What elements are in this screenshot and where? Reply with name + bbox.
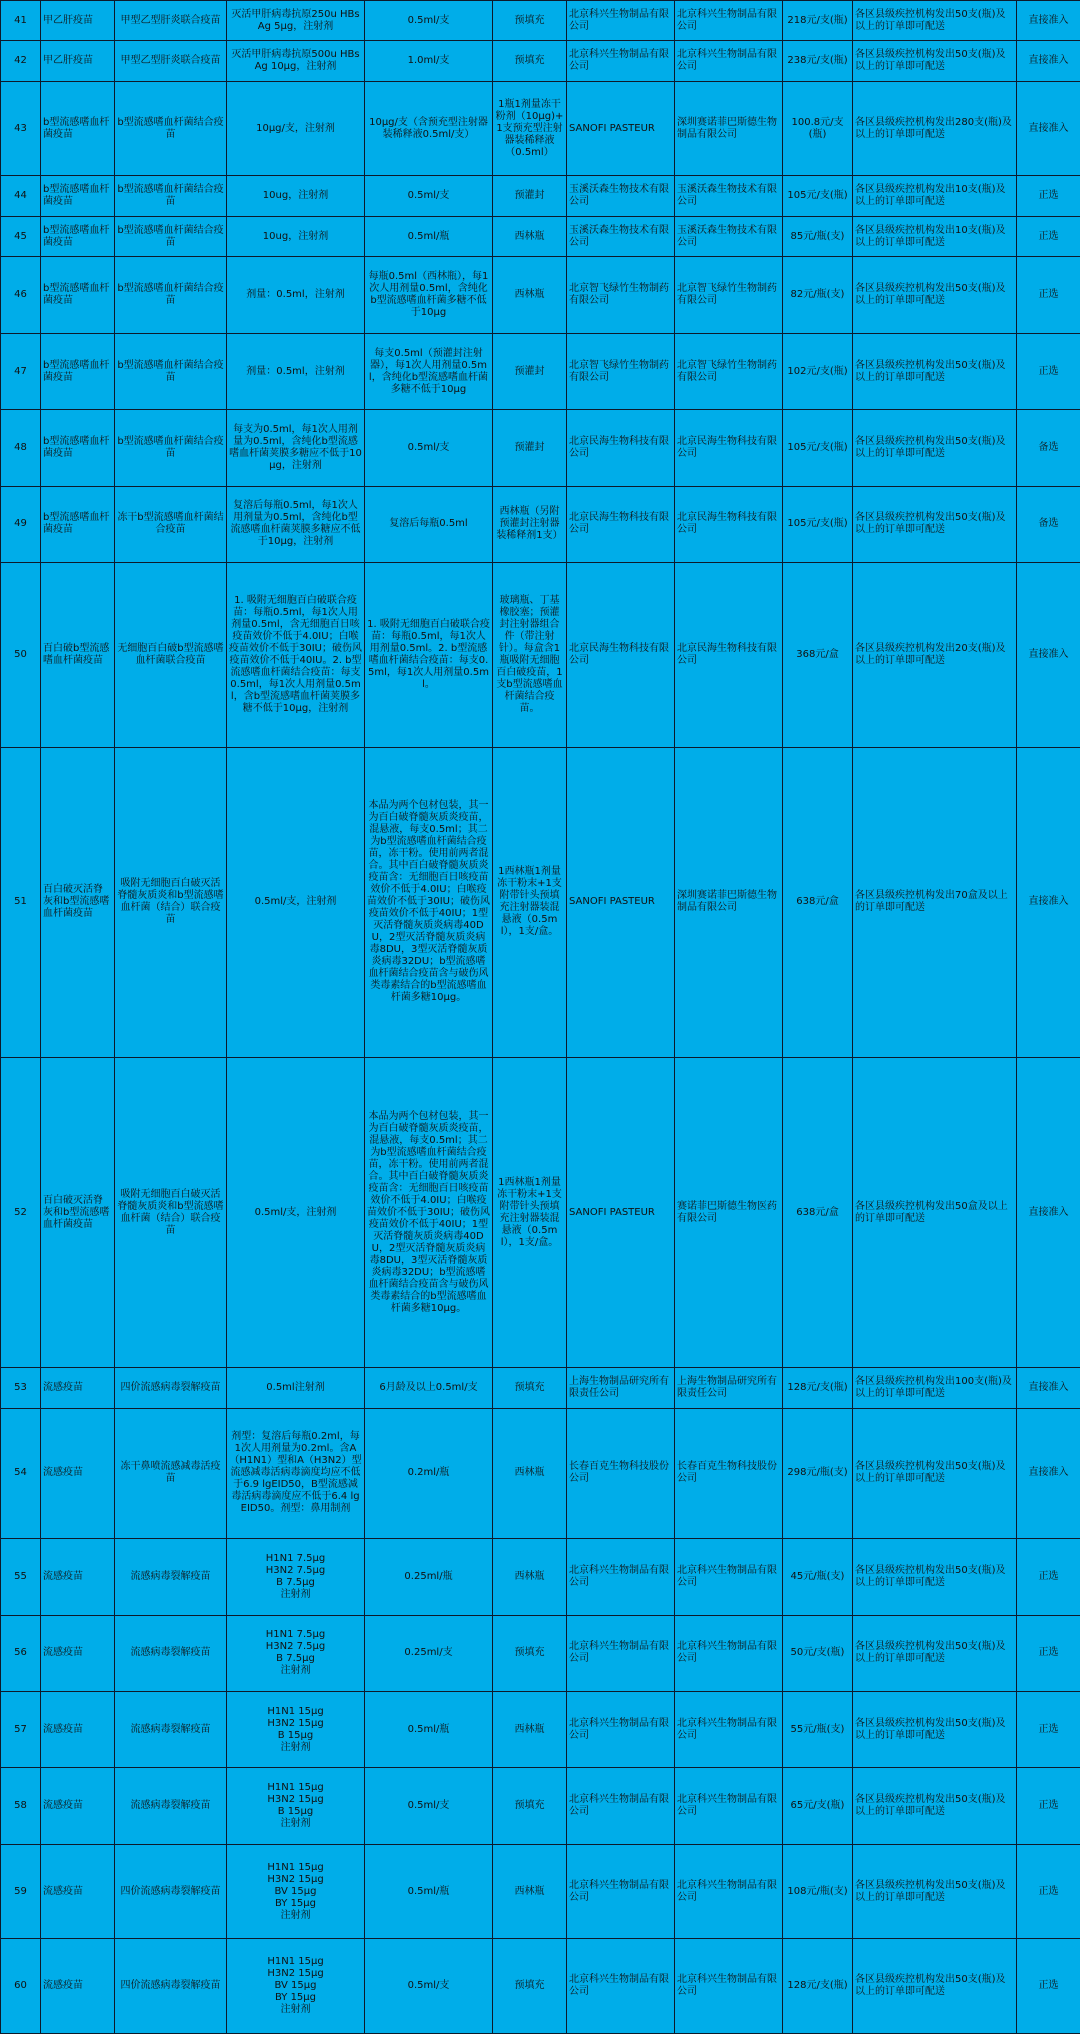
packaging: 预填充: [493, 41, 567, 81]
price: 100.8元/支(瓶): [783, 81, 853, 175]
access-method: 直接准入: [1017, 41, 1080, 81]
price: 128元/支(瓶): [783, 1368, 853, 1408]
access-method: 直接准入: [1017, 1, 1080, 41]
vaccine-name: 流感疫苗: [41, 1692, 115, 1768]
agent-company: 北京科兴生物制品有限公司: [675, 41, 783, 81]
delivery-condition: 各区县级疾控机构发出50支(瓶)及以上的订单即可配送: [853, 333, 1017, 409]
table-row: [1, 1, 1080, 41]
agent-company: 北京民海生物科技有限公司: [675, 486, 783, 562]
price: 105元/支(瓶): [783, 176, 853, 216]
manufacturer: 北京民海生物科技有限公司: [567, 563, 675, 747]
vaccine-name: b型流感嗜血杆菌疫苗: [41, 216, 115, 256]
price: 85元/瓶(支): [783, 216, 853, 256]
table-row: [1, 747, 1080, 1057]
table-row: [1, 1539, 1080, 1615]
dose-spec: 6月龄及以上0.5ml/支: [365, 1368, 493, 1408]
price: 102元/支(瓶): [783, 333, 853, 409]
row-number: 53: [1, 1368, 41, 1408]
table-row: [1, 1408, 1080, 1538]
agent-company: 北京智飞绿竹生物制药有限公司: [675, 257, 783, 333]
specification: 剂型：复溶后每瓶0.2ml，每1次人用剂量为0.2ml。含A（H1N1）型和A（H3N2）型流感减毒活病毒滴度均应不低于6.9 lgEID50，B型流感减毒活病毒滴度应不低于6.4 lgEID50。剂型：鼻用制剂: [227, 1408, 365, 1538]
generic-name: b型流感嗜血杆菌结合疫苗: [115, 81, 227, 175]
specification: 0.5ml/支，注射剂: [227, 747, 365, 1057]
vaccine-name: b型流感嗜血杆菌疫苗: [41, 486, 115, 562]
table-row: [1, 1768, 1080, 1844]
generic-name: 四价流感病毒裂解疫苗: [115, 1368, 227, 1408]
delivery-condition: 各区县级疾控机构发出50支(瓶)及以上的订单即可配送: [853, 1, 1017, 41]
price: 218元/支(瓶): [783, 1, 853, 41]
dose-spec: 本品为两个包材包装，其一为百白破脊髓灰质炎疫苗，混悬液，每支0.5ml；其二为b型流感嗜血杆菌结合疫苗，冻干粉。使用前两者混合。其中百白破脊髓灰质炎疫苗含：无细胞百日咳疫苗效价不低于4.0IU；白喉疫苗效价不低于30IU；破伤风疫苗效价不低于40IU；1型灭活脊髓灰质炎病毒40DU，2型灭活脊髓灰质炎病毒8DU，3型灭活脊髓灰质炎病毒32DU；b型流感嗜血杆菌结合疫苗含与破伤风类毒素结合的b型流感嗜血杆菌多糖10μg。: [365, 747, 493, 1057]
vaccine-name: 百白破灭活脊灰和b型流感嗜血杆菌疫苗: [41, 1057, 115, 1367]
agent-company: 玉溪沃森生物技术有限公司: [675, 216, 783, 256]
dose-spec: 0.5ml/支: [365, 1, 493, 41]
price: 638元/盒: [783, 1057, 853, 1367]
dose-spec: 0.5ml/支: [365, 176, 493, 216]
row-number: 54: [1, 1408, 41, 1538]
row-number: 58: [1, 1768, 41, 1844]
packaging: 西林瓶: [493, 216, 567, 256]
row-number: 47: [1, 333, 41, 409]
dose-spec: 0.5ml/瓶: [365, 216, 493, 256]
price: 105元/支(瓶): [783, 410, 853, 486]
access-method: 正选: [1017, 1768, 1080, 1844]
agent-company: 玉溪沃森生物技术有限公司: [675, 176, 783, 216]
delivery-condition: 各区县级疾控机构发出100支(瓶)及以上的订单即可配送: [853, 1368, 1017, 1408]
price: 128元/支(瓶): [783, 1939, 853, 2033]
manufacturer: 北京科兴生物制品有限公司: [567, 1844, 675, 1938]
manufacturer: 北京科兴生物制品有限公司: [567, 1939, 675, 2033]
agent-company: 北京智飞绿竹生物制药有限公司: [675, 333, 783, 409]
generic-name: 流感病毒裂解疫苗: [115, 1768, 227, 1844]
dose-spec: 复溶后每瓶0.5ml: [365, 486, 493, 562]
generic-name: 流感病毒裂解疫苗: [115, 1539, 227, 1615]
vaccine-name: b型流感嗜血杆菌疫苗: [41, 257, 115, 333]
agent-company: 深圳赛诺菲巴斯德生物制品有限公司: [675, 747, 783, 1057]
row-number: 55: [1, 1539, 41, 1615]
agent-company: 北京科兴生物制品有限公司: [675, 1692, 783, 1768]
table-row: [1, 333, 1080, 409]
agent-company: 北京科兴生物制品有限公司: [675, 1768, 783, 1844]
vaccine-name: b型流感嗜血杆菌疫苗: [41, 81, 115, 175]
agent-company: 上海生物制品研究所有限责任公司: [675, 1368, 783, 1408]
manufacturer: 北京科兴生物制品有限公司: [567, 1539, 675, 1615]
packaging: 1西林瓶1剂量冻干粉末+1支附带针头预填充注射器装混悬液（0.5ml），1支/盒。: [493, 747, 567, 1057]
price: 45元/瓶(支): [783, 1539, 853, 1615]
table-row: [1, 410, 1080, 486]
specification: 剂量：0.5ml，注射剂: [227, 257, 365, 333]
table-row: [1, 1057, 1080, 1367]
manufacturer: 北京科兴生物制品有限公司: [567, 1615, 675, 1691]
delivery-condition: 各区县级疾控机构发出50支(瓶)及以上的订单即可配送: [853, 41, 1017, 81]
delivery-condition: 各区县级疾控机构发出50支(瓶)及以上的订单即可配送: [853, 1692, 1017, 1768]
price: 108元/瓶(支): [783, 1844, 853, 1938]
dose-spec: 0.25ml/支: [365, 1615, 493, 1691]
agent-company: 北京科兴生物制品有限公司: [675, 1539, 783, 1615]
dose-spec: 每支0.5ml（预灌封注射器），每1次人用剂量0.5ml，含纯化b型流感嗜血杆菌多糖不低于10μg: [365, 333, 493, 409]
specification: H1N1 15μg H3N2 15μg B 15μg 注射剂: [227, 1768, 365, 1844]
generic-name: 甲型乙型肝炎联合疫苗: [115, 1, 227, 41]
delivery-condition: 各区县级疾控机构发出10支(瓶)及以上的订单即可配送: [853, 216, 1017, 256]
dose-spec: 0.5ml/支: [365, 1768, 493, 1844]
manufacturer: SANOFI PASTEUR: [567, 747, 675, 1057]
specification: 灭活甲肝病毒抗原500u HBsAg 10μg，注射剂: [227, 41, 365, 81]
specification: 灭活甲肝病毒抗原250u HBsAg 5μg，注射剂: [227, 1, 365, 41]
delivery-condition: 各区县级疾控机构发出50支(瓶)及以上的订单即可配送: [853, 257, 1017, 333]
packaging: 西林瓶: [493, 1692, 567, 1768]
delivery-condition: 各区县级疾控机构发出50支(瓶)及以上的订单即可配送: [853, 1539, 1017, 1615]
manufacturer: 玉溪沃森生物技术有限公司: [567, 216, 675, 256]
price: 298元/瓶(支): [783, 1408, 853, 1538]
vaccine-name: 百白破灭活脊灰和b型流感嗜血杆菌疫苗: [41, 747, 115, 1057]
access-method: 正选: [1017, 216, 1080, 256]
specification: 0.5ml注射剂: [227, 1368, 365, 1408]
agent-company: 赛诺菲巴斯德生物医药有限公司: [675, 1057, 783, 1367]
table-row: [1, 81, 1080, 175]
access-method: 直接准入: [1017, 1368, 1080, 1408]
generic-name: b型流感嗜血杆菌结合疫苗: [115, 333, 227, 409]
packaging: 预填充: [493, 1615, 567, 1691]
table-row: [1, 1939, 1080, 2033]
manufacturer: 北京科兴生物制品有限公司: [567, 41, 675, 81]
generic-name: b型流感嗜血杆菌结合疫苗: [115, 257, 227, 333]
vaccine-name: 甲乙肝疫苗: [41, 41, 115, 81]
manufacturer: 北京民海生物科技有限公司: [567, 486, 675, 562]
generic-name: b型流感嗜血杆菌结合疫苗: [115, 410, 227, 486]
generic-name: b型流感嗜血杆菌结合疫苗: [115, 176, 227, 216]
delivery-condition: 各区县级疾控机构发出50支(瓶)及以上的订单即可配送: [853, 1844, 1017, 1938]
agent-company: 北京科兴生物制品有限公司: [675, 1844, 783, 1938]
packaging: 西林瓶: [493, 1844, 567, 1938]
row-number: 48: [1, 410, 41, 486]
access-method: 直接准入: [1017, 81, 1080, 175]
manufacturer: 长春百克生物科技股份公司: [567, 1408, 675, 1538]
access-method: 备选: [1017, 410, 1080, 486]
access-method: 备选: [1017, 486, 1080, 562]
row-number: 60: [1, 1939, 41, 2033]
table-row: [1, 216, 1080, 256]
access-method: 直接准入: [1017, 1057, 1080, 1367]
agent-company: 北京科兴生物制品有限公司: [675, 1939, 783, 2033]
vaccine-name: 流感疫苗: [41, 1539, 115, 1615]
table-row: [1, 41, 1080, 81]
packaging: 1西林瓶1剂量冻干粉末+1支附带针头预填充注射器装混悬液（0.5ml），1支/盒。: [493, 1057, 567, 1367]
generic-name: 流感病毒裂解疫苗: [115, 1615, 227, 1691]
specification: H1N1 15μg H3N2 15μg B 15μg 注射剂: [227, 1692, 365, 1768]
packaging: 预填充: [493, 1368, 567, 1408]
specification: 每支为0.5ml，每1次人用剂量为0.5ml，含纯化b型流感嗜血杆菌荚膜多糖应不低于10μg，注射剂: [227, 410, 365, 486]
manufacturer: 北京科兴生物制品有限公司: [567, 1, 675, 41]
generic-name: 甲型乙型肝炎联合疫苗: [115, 41, 227, 81]
specification: 10ug，注射剂: [227, 216, 365, 256]
agent-company: 北京民海生物科技有限公司: [675, 410, 783, 486]
vaccine-name: 百白破b型流感嗜血杆菌疫苗: [41, 563, 115, 747]
access-method: 正选: [1017, 257, 1080, 333]
row-number: 56: [1, 1615, 41, 1691]
dose-spec: 10μg/支（含预充型注射器装稀释液0.5ml/支）: [365, 81, 493, 175]
table-row: [1, 176, 1080, 216]
packaging: 预灌封: [493, 176, 567, 216]
access-method: 正选: [1017, 1692, 1080, 1768]
generic-name: b型流感嗜血杆菌结合疫苗: [115, 216, 227, 256]
dose-spec: 每瓶0.5ml（西林瓶），每1次人用剂量0.5ml，含纯化b型流感嗜血杆菌多糖不低于10μg: [365, 257, 493, 333]
delivery-condition: 各区县级疾控机构发出20支(瓶)及以上的订单即可配送: [853, 563, 1017, 747]
generic-name: 吸附无细胞百白破灭活脊髓灰质炎和b型流感嗜血杆菌（结合）联合疫苗: [115, 1057, 227, 1367]
access-method: 正选: [1017, 176, 1080, 216]
vaccine-name: 流感疫苗: [41, 1844, 115, 1938]
row-number: 57: [1, 1692, 41, 1768]
price: 368元/盒: [783, 563, 853, 747]
specification: 10ug，注射剂: [227, 176, 365, 216]
price: 638元/盒: [783, 747, 853, 1057]
delivery-condition: 各区县级疾控机构发出50支(瓶)及以上的订单即可配送: [853, 1939, 1017, 2033]
table-row: [1, 1368, 1080, 1408]
table-row: [1, 486, 1080, 562]
manufacturer: 北京智飞绿竹生物制药有限公司: [567, 257, 675, 333]
generic-name: 吸附无细胞百白破灭活脊髓灰质炎和b型流感嗜血杆菌（结合）联合疫苗: [115, 747, 227, 1057]
access-method: 直接准入: [1017, 747, 1080, 1057]
agent-company: 北京科兴生物制品有限公司: [675, 1, 783, 41]
vaccine-name: 流感疫苗: [41, 1408, 115, 1538]
row-number: 45: [1, 216, 41, 256]
agent-company: 北京民海生物科技有限公司: [675, 563, 783, 747]
table-row: [1, 257, 1080, 333]
packaging: 预填充: [493, 1939, 567, 2033]
manufacturer: 北京科兴生物制品有限公司: [567, 1768, 675, 1844]
dose-spec: 0.5ml/支: [365, 1939, 493, 2033]
table-row: [1, 1615, 1080, 1691]
vaccine-name: 流感疫苗: [41, 1615, 115, 1691]
packaging: 西林瓶: [493, 1408, 567, 1538]
row-number: 59: [1, 1844, 41, 1938]
packaging: 西林瓶: [493, 257, 567, 333]
manufacturer: 玉溪沃森生物技术有限公司: [567, 176, 675, 216]
access-method: 正选: [1017, 1539, 1080, 1615]
generic-name: 冻干b型流感嗜血杆菌结合疫苗: [115, 486, 227, 562]
packaging: 预灌封: [493, 410, 567, 486]
generic-name: 无细胞百白破b型流感嗜血杆菌联合疫苗: [115, 563, 227, 747]
manufacturer: 北京智飞绿竹生物制药有限公司: [567, 333, 675, 409]
delivery-condition: 各区县级疾控机构发出50支(瓶)及以上的订单即可配送: [853, 410, 1017, 486]
specification: 0.5ml/支，注射剂: [227, 1057, 365, 1367]
specification: H1N1 15μg H3N2 15μg BV 15μg BY 15μg 注射剂: [227, 1844, 365, 1938]
price: 55元/瓶(支): [783, 1692, 853, 1768]
price: 65元/支(瓶): [783, 1768, 853, 1844]
row-number: 52: [1, 1057, 41, 1367]
packaging: 预灌封: [493, 333, 567, 409]
vaccine-name: b型流感嗜血杆菌疫苗: [41, 333, 115, 409]
manufacturer: 北京科兴生物制品有限公司: [567, 1692, 675, 1768]
table-row: [1, 1692, 1080, 1768]
vaccine-name: 甲乙肝疫苗: [41, 1, 115, 41]
price: 238元/支(瓶): [783, 41, 853, 81]
access-method: 正选: [1017, 333, 1080, 409]
manufacturer: SANOFI PASTEUR: [567, 1057, 675, 1367]
row-number: 51: [1, 747, 41, 1057]
price: 105元/支(瓶): [783, 486, 853, 562]
vaccine-name: 流感疫苗: [41, 1768, 115, 1844]
access-method: 直接准入: [1017, 1408, 1080, 1538]
generic-name: 冻干鼻喷流感减毒活疫苗: [115, 1408, 227, 1538]
row-number: 50: [1, 563, 41, 747]
packaging: 1瓶1剂量冻干粉剂（10μg)+1支预充型注射器装稀释液（0.5ml）: [493, 81, 567, 175]
manufacturer: 北京民海生物科技有限公司: [567, 410, 675, 486]
specification: 剂量：0.5ml，注射剂: [227, 333, 365, 409]
delivery-condition: 各区县级疾控机构发出280支(瓶)及以上的订单即可配送: [853, 81, 1017, 175]
dose-spec: 0.2ml/瓶: [365, 1408, 493, 1538]
specification: H1N1 7.5μg H3N2 7.5μg B 7.5μg 注射剂: [227, 1615, 365, 1691]
packaging: 西林瓶（另附预灌封注射器装稀释剂1支）: [493, 486, 567, 562]
specification: 10μg/支，注射剂: [227, 81, 365, 175]
price: 82元/瓶(支): [783, 257, 853, 333]
specification: 1. 吸附无细胞百白破联合疫苗：每瓶0.5ml，每1次人用剂量0.5ml，含无细胞百日咳疫苗效价不低于4.0IU；白喉疫苗效价不低于30IU；破伤风疫苗效价不低于40IU。2. b型流感嗜血杆菌结合疫苗：每支0.5ml，每1次人用剂量0.5ml，含b型流感嗜血杆菌荚膜多糖不低于10μg，注射剂: [227, 563, 365, 747]
dose-spec: 1.0ml/支: [365, 41, 493, 81]
access-method: 直接准入: [1017, 563, 1080, 747]
delivery-condition: 各区县级疾控机构发出50支(瓶)及以上的订单即可配送: [853, 486, 1017, 562]
manufacturer: 上海生物制品研究所有限责任公司: [567, 1368, 675, 1408]
row-number: 41: [1, 1, 41, 41]
access-method: 正选: [1017, 1844, 1080, 1938]
delivery-condition: 各区县级疾控机构发出70盒及以上的订单即可配送: [853, 747, 1017, 1057]
delivery-condition: 各区县级疾控机构发出50支(瓶)及以上的订单即可配送: [853, 1768, 1017, 1844]
packaging: 玻璃瓶、丁基橡胶塞；预灌封注射器组合件（带注射针）。每盒含1瓶吸附无细胞百白破疫苗，1支b型流感嗜血杆菌结合疫苗。: [493, 563, 567, 747]
packaging: 预填充: [493, 1768, 567, 1844]
price: 50元/支(瓶): [783, 1615, 853, 1691]
dose-spec: 本品为两个包材包装，其一为百白破脊髓灰质炎疫苗，混悬液，每支0.5ml；其二为b型流感嗜血杆菌结合疫苗，冻干粉。使用前两者混合。其中百白破脊髓灰质炎疫苗含：无细胞百日咳疫苗效价不低于4.0IU；白喉疫苗效价不低于30IU；破伤风疫苗效价不低于40IU；1型灭活脊髓灰质炎病毒40DU，2型灭活脊髓灰质炎病毒8DU，3型灭活脊髓灰质炎病毒32DU；b型流感嗜血杆菌结合疫苗含与破伤风类毒素结合的b型流感嗜血杆菌多糖10μg。: [365, 1057, 493, 1367]
specification: 复溶后每瓶0.5ml，每1次人用剂量为0.5ml，含纯化b型流感嗜血杆菌荚膜多糖应不低于10μg，注射剂: [227, 486, 365, 562]
row-number: 42: [1, 41, 41, 81]
access-method: 正选: [1017, 1939, 1080, 2033]
row-number: 44: [1, 176, 41, 216]
dose-spec: 0.5ml/瓶: [365, 1692, 493, 1768]
dose-spec: 0.5ml/支: [365, 410, 493, 486]
generic-name: 流感病毒裂解疫苗: [115, 1692, 227, 1768]
row-number: 49: [1, 486, 41, 562]
delivery-condition: 各区县级疾控机构发出10支(瓶)及以上的订单即可配送: [853, 176, 1017, 216]
dose-spec: 0.25ml/瓶: [365, 1539, 493, 1615]
vaccine-name: b型流感嗜血杆菌疫苗: [41, 176, 115, 216]
dose-spec: 1. 吸附无细胞百白破联合疫苗：每瓶0.5ml，每1次人用剂量0.5ml。2. b型流感嗜血杆菌结合疫苗：每支0.5ml，每1次人用剂量0.5ml。: [365, 563, 493, 747]
table-body: [1, 1, 1080, 2034]
generic-name: 四价流感病毒裂解疫苗: [115, 1844, 227, 1938]
delivery-condition: 各区县级疾控机构发出50支(瓶)及以上的订单即可配送: [853, 1408, 1017, 1538]
agent-company: 北京科兴生物制品有限公司: [675, 1615, 783, 1691]
dose-spec: 0.5ml/瓶: [365, 1844, 493, 1938]
agent-company: 长春百克生物科技股份公司: [675, 1408, 783, 1538]
packaging: 预填充: [493, 1, 567, 41]
specification: H1N1 7.5μg H3N2 7.5μg B 7.5μg 注射剂: [227, 1539, 365, 1615]
vaccine-name: b型流感嗜血杆菌疫苗: [41, 410, 115, 486]
row-number: 43: [1, 81, 41, 175]
table-row: [1, 1844, 1080, 1938]
delivery-condition: 各区县级疾控机构发出50支(瓶)及以上的订单即可配送: [853, 1615, 1017, 1691]
generic-name: 四价流感病毒裂解疫苗: [115, 1939, 227, 2033]
vaccine-name: 流感疫苗: [41, 1368, 115, 1408]
agent-company: 深圳赛诺菲巴斯德生物制品有限公司: [675, 81, 783, 175]
access-method: 正选: [1017, 1615, 1080, 1691]
packaging: 西林瓶: [493, 1539, 567, 1615]
table-row: [1, 563, 1080, 747]
row-number: 46: [1, 257, 41, 333]
manufacturer: SANOFI PASTEUR: [567, 81, 675, 175]
specification: H1N1 15μg H3N2 15μg BV 15μg BY 15μg 注射剂: [227, 1939, 365, 2033]
vaccine-name: 流感疫苗: [41, 1939, 115, 2033]
delivery-condition: 各区县级疾控机构发出50盒及以上的订单即可配送: [853, 1057, 1017, 1367]
